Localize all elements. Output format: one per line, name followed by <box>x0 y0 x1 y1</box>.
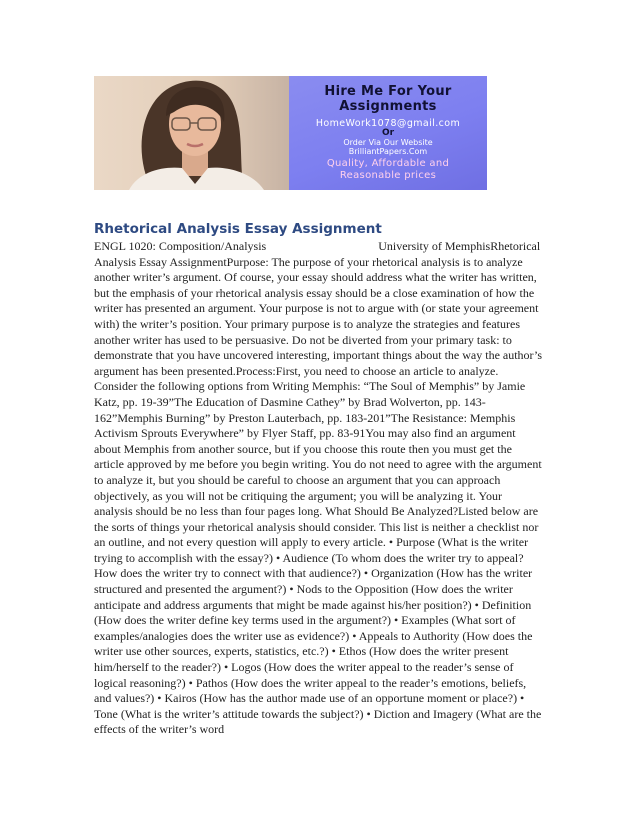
promo-email: HomeWork1078@gmail.com <box>315 118 461 129</box>
promo-headline-line2: Assignments <box>339 99 437 114</box>
promo-quality-line2: Reasonable prices <box>339 170 437 181</box>
course-line: ENGL 1020: Composition/Analysis <box>94 239 267 253</box>
promo-or: Or <box>381 128 395 138</box>
document-title: Rhetorical Analysis Essay Assignment <box>94 221 382 237</box>
promo-panel <box>289 76 487 190</box>
promo-headline-line1: Hire Me For Your <box>324 84 452 99</box>
advertisement-banner <box>94 76 487 190</box>
woman-photo <box>94 76 289 190</box>
body-text: University of MemphisRhetorical Analysis Essay AssignmentPurpose: The purpose of your rhetorical analysis is to analyze another writer’s argument. Of course, your essay should address what the writer has written, but the emphasis of your rhetorical analysis essay should be a close examination of how the writer has presented an argument. Your purpose is not to argue with (or state your agreement with) the writer’s position. Your primary purpose is to analyze the strategies and features another writer has used to be persuasive. Do not be diverted from your primary task: to demonstrate that you have uncovered interesting, important things about the way the author’s argument has been presented.Process:First, you need to choose an article to analyze. Consider the following options from Writing Memphis: “The Soul of Memphis” by Jamie Katz, pp. 19-39”The Education of Dasmine Cathey” by Brad Wolverton, pp. 143-162”Memphis Burning” by Preston Lauterbach, pp. 183-201”The Resistance: Memphis Activism Sprouts Everywhere” by Flyer Staff, pp. 83-91You may also find an argument about Memphis from another source, but if you choose this route then you must get the article approved by me before you begin writing. You do not need to agree with the argument to analyze it, but you should be careful to choose an argument that you can approach objectively, as you will not be critiquing the argument; you will be analyzing it. Your analysis should be no less than four pages long. What Should Be Analyzed?Listed below are the sorts of things your rhetorical analysis should consider. This list is neither a checklist nor an outline, and not every question will apply to every article. • Purpose (What is the writer trying to accomplish with the essay?) • Audience (To whom does the writer try to appeal? How does the writer try to connect with that audience?) • Organization (How has the writer structured and presented the argument?) • Nods to the Opposition (How does the writer anticipate and address arguments that might be made against his/her position?) • Definition (How does the writer define key terms used in the argument?) • Examples (What sort of examples/analogies does the writer use as evidence?) • Appeals to Authority (How does the writer use other sources, experts, statistics, etc.?) • Ethos (How does the writer present him/herself to the reader?) • Logos (How does the writer appeal to the reader’s sense of logical reasoning?) • Pathos (How does the writer appeal to the reader’s emotions, beliefs, and values?) • Kairos (How has the author made use of an opportune moment or place?) • Tone (What is the writer’s attitude towards the subject?) • Diction and Imagery (What are the effects of the writer’s word <box>94 239 542 737</box>
document-body <box>94 239 542 738</box>
promo-quality-line1: Quality, Affordable and <box>326 158 450 169</box>
promo-order-line1: Order Via Our Website <box>343 138 433 147</box>
promo-website: BrilliantPapers.Com <box>348 147 428 156</box>
